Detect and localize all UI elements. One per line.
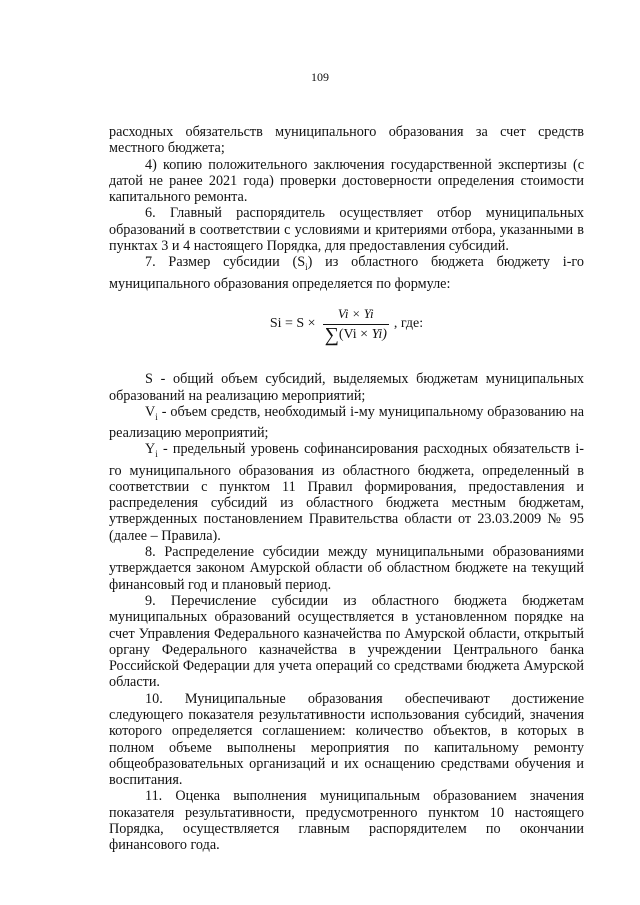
paragraph-10: 10. Муниципальные образования обеспечивают достижение следующего показателя результативности использования субсидий, значения которого определяется соглашением: количество объектов, в которых в полном объеме выполнены мероприятия по капитальному ремонту общеобразовательных организаций и их оснащению средствами обучения и воспитания. [109,690,584,789]
formula-denominator-a: (Vi × [338,327,369,343]
definition-y-text: - предельный уровень софинансирования расходных обязательств i-го муниципального образования из областного бюджета, определенный в соответствии с пунктом 11 Правил формирования, предоставления и распределения субсидий из областного бюджета местным бюджетам, утвержденных постановлением Правительства области от 23.03.2009 № 95 (далее – Правила). [109,441,584,544]
definition-v-text: - объем средств, необходимый i-му муниципальному образованию на реализацию мероприятий; [109,403,584,442]
sum-sign: ∑ [324,324,339,347]
formula-denominator-b: Yi) [371,327,387,343]
formula-fraction [323,305,389,347]
subsidy-formula [109,305,584,347]
definition-y-subscript: i [155,449,158,460]
paragraph-7-part-b: ) из областного бюджета бюджету i-го муниципального образования определяется по формуле: [109,254,584,292]
paragraph-9: 9. Перечисление субсидии из областного бюджета бюджетам муниципальных образований осуществляется в установленном порядке на счет Управления Федерального казначейства по Амурской области, открытый органу Федерального казначейства в учреждении Центрального банка Российской Федерации для учета операций со средствами бюджета Амурской области. [109,592,584,691]
paragraph-8: 8. Распределение субсидии между муниципальными образованиями утверждается законом Амурской области об областном бюджете на текущий финансовый год и плановый период. [109,544,584,593]
paragraph-7 [109,254,584,291]
paragraph-7-subscript: i [305,262,308,273]
definition-v-symbol: V [145,403,156,420]
paragraph-item-4: 4) копию положительного заключения государственной экспертизы (с датой не ранее 2021 года) проверки достоверности определения стоимости капитального ремонта. [109,156,584,206]
definition-v-subscript: i [155,411,158,422]
paragraph-definition-y [109,441,584,544]
paragraph-6: 6. Главный распорядитель осуществляет отбор муниципальных образований в соответствии с условиями и критериями отбора, указанными в пунктах 3 и 4 настоящего Порядка, для предоставления субсидий. [109,205,584,255]
paragraph-definition-v [109,404,584,441]
paragraph-definition-s: S - общий объем субсидий, выделяемых бюджетам муниципальных образований на реализацию мероприятий; [109,371,584,404]
formula-numerator: Vi × Yi [337,305,374,321]
formula-rhs: , где: [393,316,424,332]
definition-y-symbol: Y [145,441,156,458]
paragraph-11: 11. Оценка выполнения муниципальным образованием значения показателя результативности, предусмотренного пунктом 10 настоящего Порядка, осуществляется главным распорядителем по окончании финансового года. [109,788,584,854]
paragraph-continuation: расходных обязательств муниципального образования за счет средств местного бюджета; [109,124,584,157]
page-number: 109 [311,70,329,84]
paragraph-7-part-a: 7. Размер субсидии (S [145,254,306,271]
document-body [109,124,584,854]
formula-denominator [323,324,389,347]
formula-lhs: Si = S × [269,316,316,332]
